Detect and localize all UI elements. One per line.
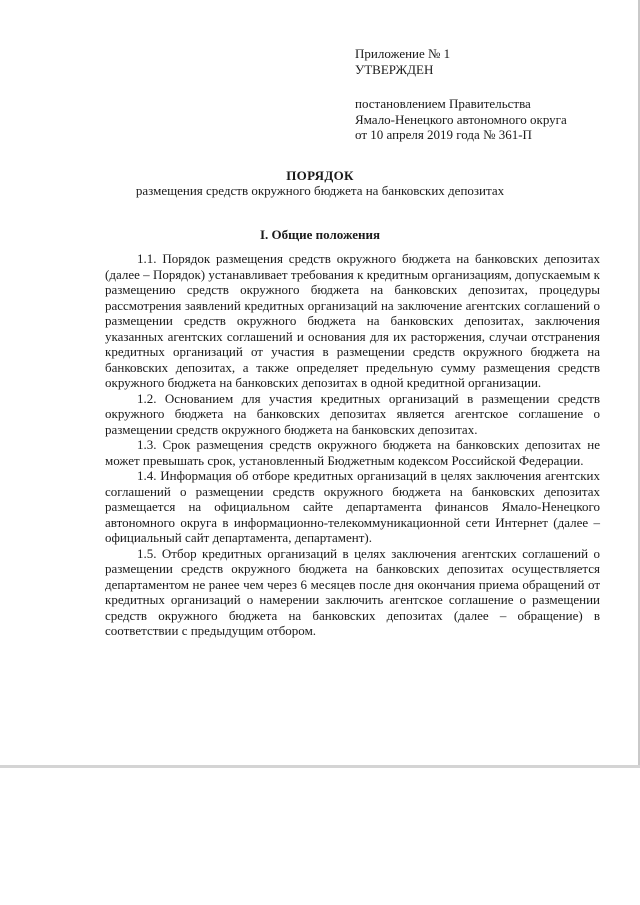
approval-line-1: постановлением Правительства	[355, 96, 531, 111]
approval-block	[355, 96, 567, 143]
scan-edge	[0, 765, 640, 768]
paragraph-1-5: 1.5. Отбор кредитных организаций в целях заключения агентских соглашений о размещении средств окружного бюджета на банковских депозитах осуществляется департаментом не ранее чем через 6 месяцев после дня окончания приема обращений от кредитных организаций о намерении заключить агентское соглашение о размещении средств окружного бюджета на банковских депозитах (далее – обращение) в соответствии с предыдущим отбором.	[105, 545, 600, 638]
appendix-number: Приложение № 1	[355, 46, 451, 61]
approval-line-3: от 10 апреля 2019 года № 361-П	[355, 127, 532, 142]
document-subtitle: размещения средств окружного бюджета на банковских депозитах	[135, 183, 505, 198]
document-body	[105, 251, 600, 639]
paragraph-1-1: 1.1. Порядок размещения средств окружного бюджета на банковских депозитах (далее – Порядок) устанавливает требования к кредитным организациям, допускаемым к размещению средств окружного бюджета на банковских депозитах, процедуры рассмотрения заявлений кредитных организаций на заключение агентских соглашений о размещении средств окружного бюджета на банковских депозитах, заключения указанных агентских соглашений и основания для их расторжения, случаи отстранения кредитных организаций от участия в размещении средств окружного бюджета на банковских депозитах, а также определяет предельную сумму размещения средств окружного бюджета на банковских депозитах в одной кредитной организации.	[105, 251, 600, 390]
paragraph-1-2: 1.2. Основанием для участия кредитных организаций в размещении средств окружного бюджета на банковских депозитах является агентское соглашение о размещении средств окружного бюджета на банковских депозитах.	[105, 390, 600, 437]
document-title: ПОРЯДОК	[286, 168, 354, 183]
approved-label: УТВЕРЖДЕН	[355, 62, 434, 77]
approval-line-2: Ямало-Ненецкого автономного округа	[355, 111, 567, 127]
section-heading: I. Общие положения	[260, 227, 380, 242]
paragraph-1-3: 1.3. Срок размещения средств окружного бюджета на банковских депозитах не может превышать срок, установленный Бюджетным кодексом Российской Федерации.	[105, 437, 600, 468]
paragraph-1-4: 1.4. Информация об отборе кредитных организаций в целях заключения агентских соглашений о размещении средств окружного бюджета на банковских депозитах размещается на официальном сайте департамента финансов Ямало-Ненецкого автономного округа в информационно-телекоммуникационной сети Интернет (далее – официальный сайт департамента, департамент).	[105, 468, 600, 545]
appendix-block	[355, 46, 450, 78]
